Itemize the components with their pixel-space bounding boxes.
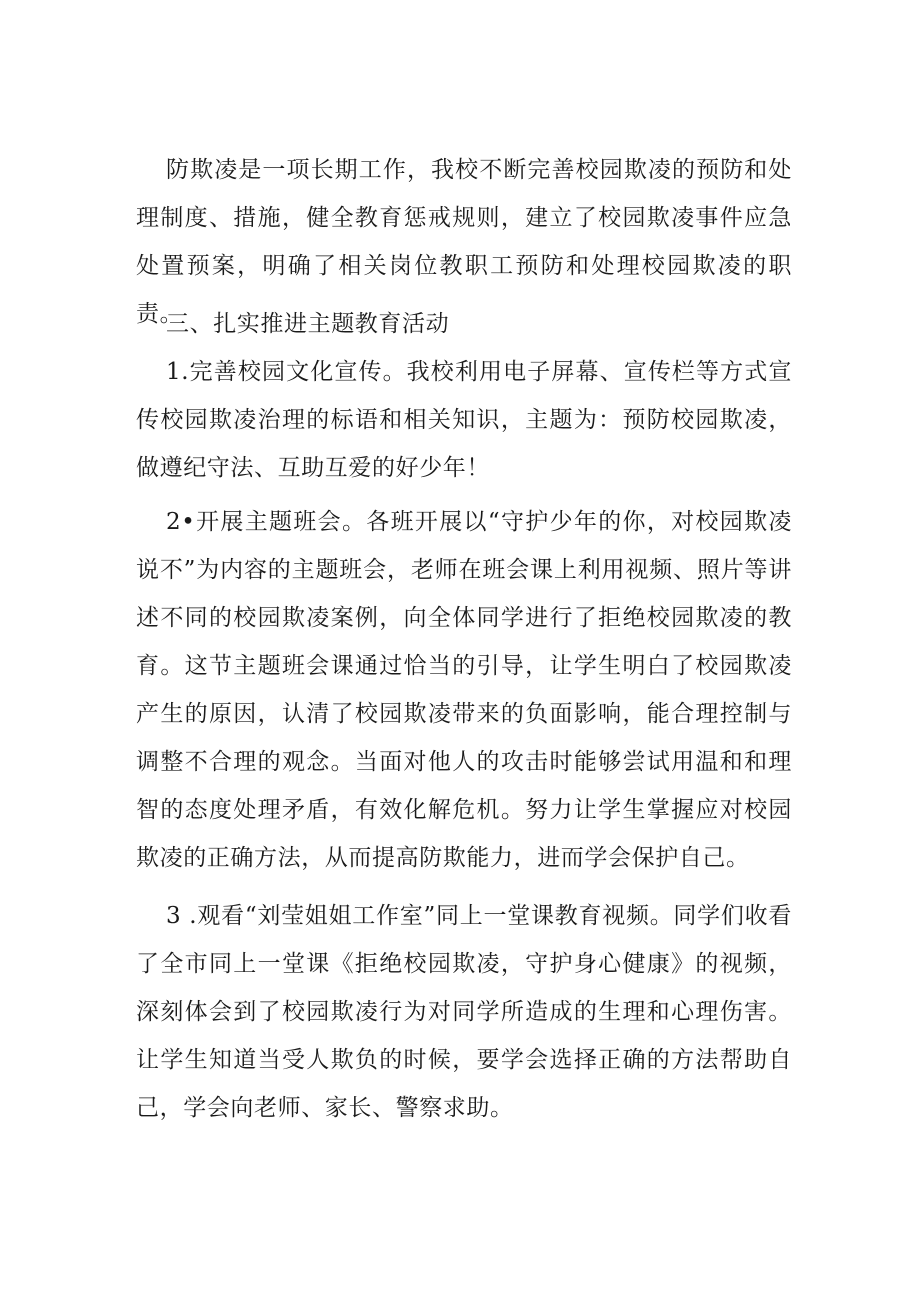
paragraph-text: 防欺凌是一项长期工作，我校不断完善校园欺凌的预防和处理制度、措施，健全教育惩戒规则，建立了校园欺凌事件应急处置预案，明确了相关岗位教职工预防和处理校园欺凌的职责。: [136, 157, 792, 327]
heading-text: 三、扎实推进主题教育活动: [166, 311, 450, 337]
list-item-3: [136, 892, 792, 1132]
paragraph-text: 1.完善校园文化宣传。我校利用电子屏幕、宣传栏等方式宣传校园欺凌治理的标语和相关知识，主题为：预防校园欺凌，做遵纪守法、互助互爱的好少年！: [136, 359, 792, 481]
section-heading: [136, 300, 792, 348]
paragraph-text: 2•开展主题班会。各班开展以“守护少年的你，对校园欺凌说不”为内容的主题班会，老师在班会课上利用视频、照片等讲述不同的校园欺凌案例，向全体同学进行了拒绝校园欺凌的教育。这节主题班会课通过恰当的引导，让学生明白了校园欺凌产生的原因，认清了校园欺凌带来的负面影响，能合理控制与调整不合理的观念。当面对他人的攻击时能够尝试用温和和理智的态度处理矛盾，有效化解危机。努力让学生掌握应对校园欺凌的正确方法，从而提高防欺能力，进而学会保护自己。: [136, 509, 792, 871]
list-item-2: [136, 498, 792, 882]
paragraph-text: 3 .观看“刘莹姐姐工作室”同上一堂课教育视频。同学们收看了全市同上一堂课《拒绝校园欺凌，守护身心健康》的视频，深刻体会到了校园欺凌行为对同学所造成的生理和心理伤害。让学生知道当受人欺负的时候，要学会选择正确的方法帮助自己，学会向老师、家长、警察求助。: [136, 903, 792, 1121]
list-item-1: [136, 348, 792, 492]
